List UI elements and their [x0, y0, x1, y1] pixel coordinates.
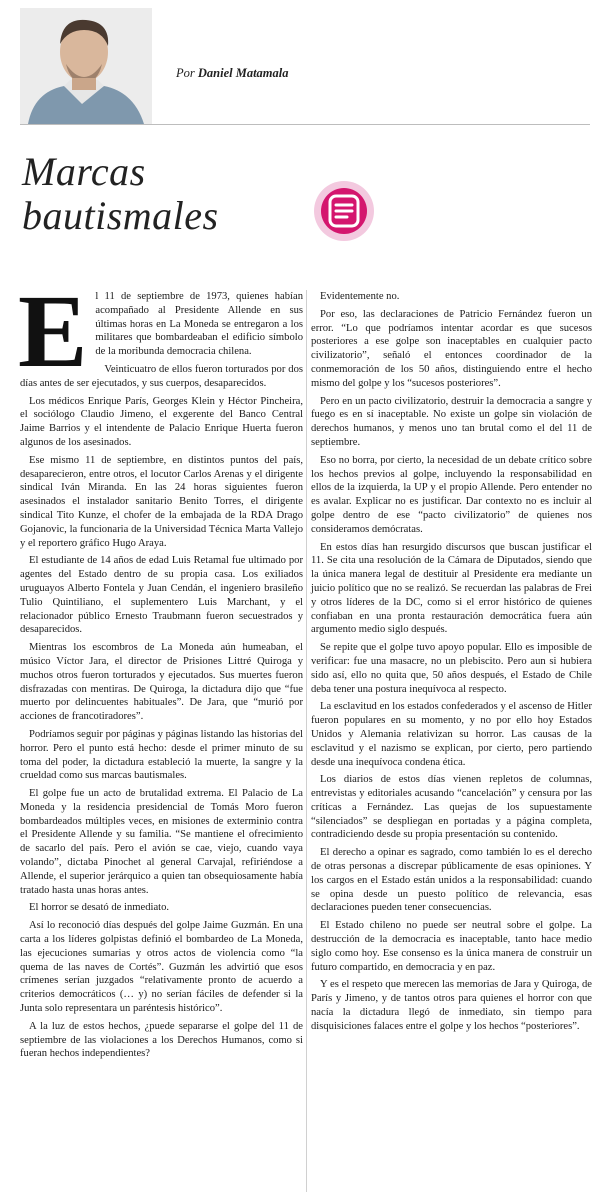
article-paragraph: Se repite que el golpe tuvo apoyo popular. Ello es imposible de verificar: fue una masacre, no un plebiscito. Pero aun si hubiera sido así, ello no quita que, 50 años después, el Estado de Chile deba tener una postura inequívoca al respecto.	[311, 642, 592, 695]
article-paragraph: Eso no borra, por cierto, la necesidad de un debate crítico sobre los hechos previos al golpe, incluyendo la responsabilidad en ellos de la izquierda, la UP y el propio Allende. Pero entender no es avalar. Explicar no es justificar. Dar contexto no es incluir al golpe dentro de ese “pacto civilizatorio” de quienes nos consideramos demócratas.	[311, 454, 592, 535]
article-paragraph: Mientras los escombros de La Moneda aún humeaban, el músico Víctor Jara, el director de Prisiones Littré Quiroga y muchos otros fueron torturados y ejecutados. Sus muertes fueron disfrazadas con mentiras. De Quiroga, la dictadura dijo que “fue muerto por delincuentes habituales”. De Jara, que “murió por acciones de francotiradores”.	[20, 642, 303, 723]
article-paragraph: El 11 de septiembre de 1973, quienes habían acompañado al Presidente Allende en sus últimas horas en La Moneda se entregaron a los militares que bombardeaban el edificio símbolo de la moribunda democracia chilena.	[18, 274, 303, 389]
article-paragraph: El horror se desató de inmediato.	[29, 902, 170, 914]
header-divider	[20, 124, 590, 125]
column-divider	[306, 290, 307, 1192]
article-paragraph: Evidentemente no.	[320, 291, 400, 302]
byline-author: Daniel Matamala	[197, 66, 289, 80]
article-paragraph: Así lo reconoció días después del golpe Jaime Guzmán. En una carta a los líderes golpistas definió el bombardeo de La Moneda, las ejecuciones sumarias y otros actos de violencia como “la quema de las naves de Cortés”. Guzmán les advirtió que esos crímenes serían juzgados “relativamente pronto de acuerdo a criterios democráticos (… y) no serían fáciles de defender si la Junta solo representara un paréntesis histórico”.	[20, 920, 303, 1015]
byline	[176, 66, 289, 81]
article-column-1	[18, 274, 303, 1065]
article-paragraph: Y es el respeto que merecen las memorias de Jara y Quiroga, de París y Jimeno, y de tantos otros para quienes el horror con que nacía la dictadura llegó de inmediato, sin tiempo para disquisiciones falaces entre el golpe y los hechos “posteriores”.	[311, 979, 592, 1032]
headline-line-1: Marcas	[22, 149, 146, 194]
article-paragraph: Los médicos Enrique París, Georges Klein y Héctor Pincheira, el sociólogo Claudio Jimeno, el exgerente del Banco Central Jaime Barrios y el intendente de Palacio Enrique Huerta fueron algunos de los asesinados.	[20, 395, 303, 448]
opinion-badge	[314, 181, 374, 241]
article-paragraph: La esclavitud en los estados confederados y el ascenso de Hitler fueron populares en su momento, y no por ello hoy Estados Unidos y Alemania relativizan su horror. Las causas de la esclavitud y el nazismo se explican, por cierto, pero partiendo desde una inequívoca condena ética.	[311, 701, 592, 768]
article-paragraph: Los diarios de estos días vienen repletos de columnas, entrevistas y editoriales acusando “cancelación” y censura por las críticas a Fernández. Las quejas de los supuestamente “silenciados” se despliegan en portadas y a página completa, contradiciendo desde su propia presentación su contenido.	[311, 774, 592, 841]
article-paragraph: Podríamos seguir por páginas y páginas listando las historias del horror. Pero el punto está hecho: desde el primer minuto de su toma del poder, la dictadura estableció la muerte, la sangre y la crueldad como sus marcas bautismales.	[20, 728, 303, 782]
headline-line-2: bautismales	[22, 193, 219, 238]
article-paragraph: El estudiante de 14 años de edad Luis Retamal fue ultimado por agentes del Estado dentro de su propia casa. Los exiliados uruguayos Alberto Fontela y Juan Cendán, el ingeniero brasileño Tulio Quintiliano, el suplementero Luis Marchant, y el relacionador público Ernesto Traubmann fueron secuestrados y desaparecidos.	[20, 555, 303, 636]
article-paragraph: El Estado chileno no puede ser neutral sobre el golpe. La destrucción de la democracia es inaceptable, tanto hace medio siglo como hoy. Ese consenso es la única manera de construir un futuro compartido, en democracia y en paz.	[311, 920, 592, 973]
document-icon	[327, 193, 361, 229]
author-photo	[20, 8, 152, 124]
article-paragraph: El derecho a opinar es sagrado, como también lo es el derecho de otras personas a discrepar públicamente de esas opiniones. Y los cargos en el Estado están unidos a la responsabilidad: cuando se opina desde un puesto político de relevancia, esas declaraciones pueden tener consecuencias.	[311, 847, 592, 914]
article-paragraph: Por eso, las declaraciones de Patricio Fernández fueron un error. “Lo que podríamos intentar acordar es que sucesos posteriores a ese golpe son inaceptables en cualquier pacto civilizatorio”, señaló el entonces coordinador de la conmemoración de los 50 años, distinguiendo entre el hecho mismo del golpe y los “sucesos posteriores”.	[311, 308, 592, 389]
article-column-2	[311, 290, 592, 1038]
article-paragraph: En estos días han resurgido discursos que buscan justificar el 11. Se cita una resolución de la Cámara de Diputados, siendo que la única manera legal de destituir al Presidente era mediante un juicio político que no se realizó. Se recuerdan las palabras de Frei y otros líderes de la DC, como si el error histórico de quienes confiaban en una pronta restauración democrática fuera aún argumento medio siglo después.	[311, 541, 592, 636]
drop-cap: E	[18, 274, 88, 389]
article-paragraph: A la luz de estos hechos, ¿puede separarse el golpe del 11 de septiembre de las violaciones a los Derechos Humanos, como si fueran hechos independientes?	[20, 1020, 303, 1060]
article-paragraph: Veinticuatro de ellos fueron torturados por dos días antes de ser ejecutados, y sus cuerpos, desaparecidos.	[20, 363, 303, 389]
byline-prefix: Por	[176, 66, 195, 80]
article-paragraph: El golpe fue un acto de brutalidad extrema. El Palacio de La Moneda y la residencia presidencial de Tomás Moro fueron bombardeados múltiples veces, en misiones de exterminio contra el Presidente Allende y su familia. “Se mantiene el ofrecimiento de sacarlo del país. Pero el avión se cae, viejo, cuando vaya volando”, dictaba Pinochet al general Carvajal, refiriéndose a Allende, el superior jerárquico a quien tan obsequiosamente había tratado hasta unas horas antes.	[20, 788, 303, 896]
article-headline	[22, 150, 322, 238]
article-paragraph: Ese mismo 11 de septiembre, en distintos puntos del país, desaparecieron, entre otros, el locutor Carlos Arenas y el dirigente sindical Iván Miranda. En las 24 horas siguientes fueron asesinados el instalador sanitario Benito Torres, el dirigente sindical Tito Kunze, el chofer de la embajada de la RDA Drago Gojanovic, la funcionaria de la Universidad Técnica Marta Vallejo y el reportero gráfico Hugo Araya.	[20, 454, 303, 549]
article-paragraph: Pero en un pacto civilizatorio, destruir la democracia a sangre y fuego es en sí inaceptable. No existe un golpe sin violación de derechos humanos, y menos uno tan brutal como el del 11 de septiembre.	[311, 395, 592, 448]
